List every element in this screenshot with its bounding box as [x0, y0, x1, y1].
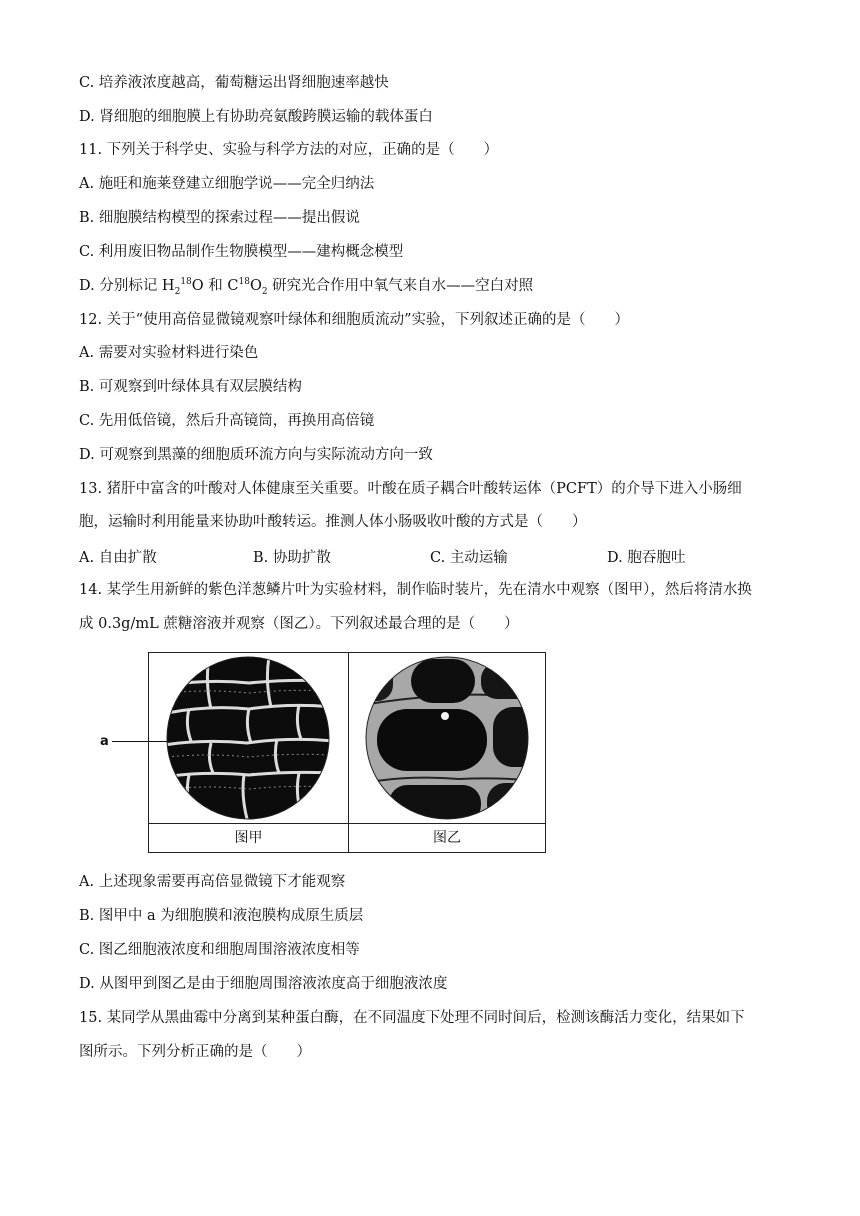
q11-d-text-pre: D. 分别标记 H	[79, 278, 175, 294]
micrograph-right-image	[349, 653, 545, 823]
q13-stem-line-1: 13. 猪肝中富含的叶酸对人体健康至关重要。叶酸在质子耦合叶酸转运体（PCFT）的介导下进入小肠细	[79, 481, 742, 497]
q11-d-sub-2: 2	[261, 286, 268, 297]
q14-option-b: B. 图甲中 a 为细胞膜和液泡膜构成原生质层	[79, 908, 364, 924]
q11-d-text-post: 研究光合作用中氧气来自水——空白对照	[267, 278, 534, 294]
micrograph-figure	[148, 652, 546, 853]
micrograph-left-image	[149, 653, 348, 823]
q13-options	[79, 546, 779, 566]
micrograph-label-a: a	[100, 734, 109, 749]
q14-stem-line-2: 成 0.3g/mL 蔗糖溶液并观察（图乙）。下列叙述最合理的是（ ）	[79, 616, 519, 632]
q11-option-b: B. 细胞膜结构模型的探索过程——提出假说	[79, 210, 360, 226]
micrograph-panel-right	[349, 653, 545, 823]
q13-option-b: B. 协助扩散	[253, 550, 331, 566]
figure-caption-right: 图乙	[349, 823, 545, 853]
q12-option-a: A. 需要对实验材料进行染色	[79, 345, 259, 361]
q14-option-a: A. 上述现象需要再高倍显微镜下才能观察	[79, 874, 346, 890]
q13-option-a: A. 自由扩散	[79, 550, 157, 566]
q13-stem-line-2: 胞，运输时利用能量来协助叶酸转运。推测人体小肠吸收叶酸的方式是（ ）	[79, 514, 587, 530]
q12-stem: 12. 关于“使用高倍显微镜观察叶绿体和细胞质流动”实验，下列叙述正确的是（ ）	[79, 312, 629, 328]
q11-d-text-mid-2: O	[249, 278, 262, 294]
q11-d-sup-1: 18	[180, 277, 192, 288]
q12-option-b: B. 可观察到叶绿体具有双层膜结构	[79, 379, 302, 395]
q11-d-sub-1: 2	[174, 286, 181, 297]
q13-option-c: C. 主动运输	[430, 550, 508, 566]
q14-stem-line-1: 14. 某学生用新鲜的紫色洋葱鳞片叶为实验材料，制作临时装片，先在清水中观察（图甲），然后将清水换	[79, 582, 752, 598]
micrograph-panel-left	[149, 653, 348, 823]
q11-option-d	[79, 276, 533, 296]
q14-option-d: D. 从图甲到图乙是由于细胞周围溶液浓度高于细胞液浓度	[79, 976, 448, 992]
figure-caption-left: 图甲	[149, 823, 348, 853]
q14-option-c: C. 图乙细胞液浓度和细胞周围溶液浓度相等	[79, 942, 360, 958]
q12-option-c: C. 先用低倍镜，然后升高镜筒，再换用高倍镜	[79, 413, 375, 429]
q10-option-d: D. 肾细胞的细胞膜上有协助亮氨酸跨膜运输的载体蛋白	[79, 109, 433, 125]
q12-option-d: D. 可观察到黑藻的细胞质环流方向与实际流动方向一致	[79, 447, 433, 463]
q11-stem: 11. 下列关于科学史、实验与科学方法的对应，正确的是（ ）	[79, 142, 499, 158]
q10-option-c: C. 培养液浓度越高，葡萄糖运出肾细胞速率越快	[79, 75, 389, 91]
q15-stem-line-1: 15. 某同学从黑曲霉中分离到某种蛋白酶，在不同温度下处理不同时间后，检测该酶活力变化，结果如下	[79, 1010, 745, 1026]
q11-option-c: C. 利用废旧物品制作生物膜模型——建构概念模型	[79, 244, 404, 260]
q13-option-d: D. 胞吞胞吐	[607, 550, 686, 566]
q11-d-sup-2: 18	[238, 277, 250, 288]
q11-option-a: A. 施旺和施莱登建立细胞学说——完全归纳法	[79, 176, 375, 192]
q11-d-text-mid-1: O 和 C	[191, 278, 239, 294]
q15-stem-line-2: 图所示。下列分析正确的是（ ）	[79, 1044, 311, 1060]
